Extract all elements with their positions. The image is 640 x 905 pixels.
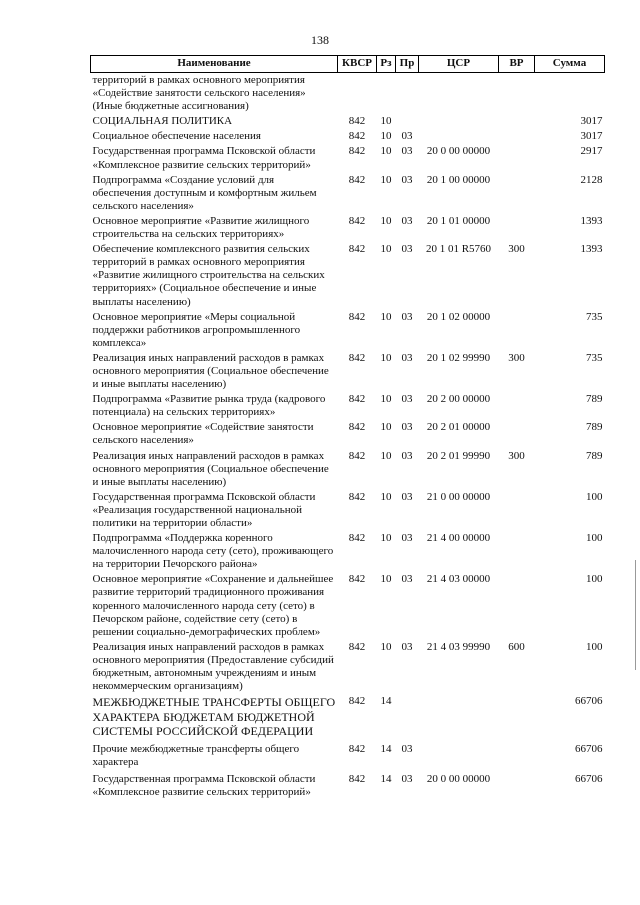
row-kvsr: 842 — [348, 214, 366, 227]
row-pr: 03 — [401, 145, 413, 158]
row-kvsr: 842 — [348, 532, 366, 545]
row-rz: 10 — [380, 214, 392, 227]
row-kvsr: 842 — [348, 173, 366, 186]
row-rz: 10 — [380, 173, 392, 186]
row-vr — [499, 392, 535, 420]
row-pr — [396, 73, 419, 115]
table-row — [91, 214, 605, 242]
header-pr: Пр — [396, 56, 419, 73]
row-sum: 2917 — [580, 145, 603, 158]
row-pr: 03 — [401, 742, 413, 755]
row-csr: 21 4 00 00000 — [426, 532, 491, 545]
row-sum: 66706 — [575, 772, 603, 785]
row-name: Реализация иных направлений расходов в рамках основного мероприятия (Предоставление субсидий бюджетным, автономным учреждениям и иным некоммерческим организациям) — [92, 640, 334, 693]
row-kvsr: 842 — [348, 640, 366, 653]
row-name: Реализация иных направлений расходов в рамках основного мероприятия (Социальное обеспечение и иные выплаты населению) — [92, 351, 329, 391]
row-name: Основное мероприятие «Развитие жилищного строительства на сельских территориях» — [92, 214, 310, 241]
row-name: Основное мероприятие «Меры социальной поддержки работников агропромышленного комплекса» — [92, 310, 301, 349]
row-name: Обеспечение комплексного развития сельских территорий в рамках основного мероприятия «Развитие жилищного строительства на сельских территориях» (Социальное обеспечение и иные выплаты населению) — [92, 243, 325, 308]
row-pr: 03 — [401, 772, 413, 785]
row-rz: 10 — [380, 490, 392, 503]
row-vr: 300 — [508, 243, 525, 256]
row-name: Подпрограмма «Создание условий для обеспечения доступным и комфортным жильем сельского населения» — [92, 173, 317, 212]
budget-table — [90, 55, 605, 800]
table-row — [91, 449, 605, 490]
row-vr — [499, 129, 535, 144]
row-rz: 10 — [380, 640, 392, 653]
table-row — [91, 694, 605, 740]
row-sum: 2128 — [580, 173, 603, 186]
row-pr: 03 — [401, 130, 413, 143]
table-row — [91, 144, 605, 172]
row-pr: 03 — [401, 490, 413, 503]
row-csr: 20 1 01 R5760 — [425, 243, 492, 256]
row-rz: 10 — [380, 573, 392, 586]
row-kvsr: 842 — [348, 310, 366, 323]
row-vr — [499, 173, 535, 214]
row-pr: 03 — [401, 573, 413, 586]
table-row — [91, 572, 605, 639]
row-vr — [499, 740, 535, 770]
header-name: Наименование — [91, 56, 338, 73]
row-sum: 100 — [586, 490, 603, 503]
row-kvsr: 842 — [348, 243, 366, 256]
row-rz: 10 — [380, 449, 392, 462]
row-sum: 1393 — [580, 243, 603, 256]
row-kvsr: 842 — [348, 772, 366, 785]
row-csr: 21 0 00 00000 — [426, 490, 491, 503]
row-rz: 10 — [380, 532, 392, 545]
table-row — [91, 114, 605, 129]
row-sum: 735 — [586, 310, 603, 323]
row-sum: 100 — [586, 532, 603, 545]
row-csr: 20 1 02 99990 — [426, 351, 491, 364]
row-rz: 14 — [380, 695, 392, 708]
row-csr: 21 4 03 00000 — [426, 573, 491, 586]
row-kvsr: 842 — [348, 130, 366, 143]
row-vr — [499, 73, 535, 115]
row-csr — [419, 740, 499, 770]
table-row — [91, 392, 605, 420]
row-vr — [499, 144, 535, 172]
row-vr — [499, 770, 535, 800]
table-row — [91, 73, 605, 115]
row-rz: 10 — [380, 243, 392, 256]
table-row — [91, 351, 605, 392]
row-vr: 300 — [508, 449, 525, 462]
table-row — [91, 740, 605, 770]
row-pr: 03 — [401, 449, 413, 462]
row-sum: 3017 — [580, 115, 603, 128]
row-csr — [419, 114, 499, 129]
row-pr: 03 — [401, 393, 413, 406]
row-rz: 10 — [380, 310, 392, 323]
row-vr — [499, 310, 535, 351]
table-row — [91, 420, 605, 448]
row-name: Подпрограмма «Поддержка коренного малочисленного народа сету (сето), проживающего на территории Печорского района» — [92, 532, 334, 571]
row-name: Государственная программа Псковской области «Комплексное развитие сельских территорий» — [92, 145, 316, 171]
row-rz: 10 — [380, 115, 392, 128]
row-pr: 03 — [401, 243, 413, 256]
row-kvsr: 842 — [348, 421, 366, 434]
row-sum: 789 — [586, 421, 603, 434]
row-name: территорий в рамках основного мероприятия «Содействие занятости сельского населения» (Иные бюджетные ассигнования) — [92, 74, 306, 113]
row-csr: 20 1 00 00000 — [426, 173, 491, 186]
table-row — [91, 770, 605, 800]
row-kvsr: 842 — [348, 145, 366, 158]
row-csr: 20 1 02 00000 — [426, 310, 491, 323]
row-name: Основное мероприятие «Содействие занятости сельского населения» — [92, 421, 314, 447]
row-kvsr: 842 — [348, 573, 366, 586]
row-vr: 300 — [508, 351, 525, 364]
row-name: СОЦИАЛЬНАЯ ПОЛИТИКА — [92, 115, 233, 128]
row-csr: 21 4 03 99990 — [426, 640, 491, 653]
row-sum: 789 — [586, 449, 603, 462]
table-row — [91, 129, 605, 144]
row-vr — [499, 572, 535, 639]
row-kvsr: 842 — [348, 351, 366, 364]
header-csr: ЦСР — [419, 56, 499, 73]
row-pr: 03 — [401, 532, 413, 545]
row-rz: 10 — [380, 421, 392, 434]
row-vr — [499, 531, 535, 572]
row-rz: 14 — [380, 772, 392, 785]
row-rz: 10 — [380, 393, 392, 406]
row-vr — [499, 420, 535, 448]
table-row — [91, 310, 605, 351]
row-csr — [419, 694, 499, 740]
row-rz: 10 — [380, 351, 392, 364]
row-kvsr: 842 — [348, 393, 366, 406]
row-name: Основное мероприятие «Сохранение и дальнейшее развитие территорий традиционного проживания коренного малочисленного народа сету (сето) в Печорском районе, содействие сету (сето) в решении социально-демографических проблем» — [92, 573, 334, 638]
table-row — [91, 242, 605, 309]
row-name: Реализация иных направлений расходов в рамках основного мероприятия (Социальное обеспечение и иные выплаты населению) — [92, 449, 329, 488]
header-sum: Сумма — [535, 56, 605, 73]
row-pr — [396, 694, 419, 740]
row-rz: 10 — [380, 145, 392, 158]
row-csr: 20 1 01 00000 — [426, 214, 491, 227]
row-pr: 03 — [401, 640, 413, 653]
table-row — [91, 640, 605, 694]
header-vr: ВР — [499, 56, 535, 73]
row-csr: 20 2 01 00000 — [426, 421, 491, 434]
row-kvsr: 842 — [348, 742, 366, 755]
row-kvsr: 842 — [348, 115, 366, 128]
row-name: Государственная программа Псковской области «Реализация государственной национальной политики на территории области» — [92, 490, 316, 529]
row-sum: 789 — [586, 393, 603, 406]
row-pr: 03 — [401, 351, 413, 364]
row-csr: 20 0 00 00000 — [426, 772, 491, 785]
row-sum: 3017 — [580, 130, 603, 143]
header-rz: Рз — [377, 56, 396, 73]
row-csr: 20 0 00 00000 — [426, 145, 491, 158]
row-name: МЕЖБЮДЖЕТНЫЕ ТРАНСФЕРТЫ ОБЩЕГО ХАРАКТЕРА БЮДЖЕТАМ БЮДЖЕТНОЙ СИСТЕМЫ РОССИЙСКОЙ ФЕДЕРАЦИИ — [92, 695, 336, 739]
row-vr — [499, 114, 535, 129]
row-rz: 10 — [380, 130, 392, 143]
row-sum: 735 — [586, 351, 603, 364]
row-sum: 66706 — [575, 742, 603, 755]
row-csr — [419, 129, 499, 144]
row-name: Прочие межбюджетные трансферты общего характера — [92, 742, 300, 768]
row-rz — [377, 73, 396, 115]
row-pr — [396, 114, 419, 129]
row-vr: 600 — [508, 640, 525, 653]
row-name: Государственная программа Псковской области «Комплексное развитие сельских территорий» — [92, 772, 316, 798]
row-kvsr — [338, 73, 377, 115]
header-kvsr: КВСР — [338, 56, 377, 73]
row-vr — [499, 694, 535, 740]
row-kvsr: 842 — [348, 449, 366, 462]
row-csr: 20 2 01 99990 — [426, 449, 491, 462]
row-sum: 66706 — [575, 695, 603, 708]
row-kvsr: 842 — [348, 695, 366, 708]
row-rz: 14 — [380, 742, 392, 755]
row-name: Социальное обеспечение населения — [92, 130, 261, 143]
row-pr: 03 — [401, 421, 413, 434]
row-pr: 03 — [401, 214, 413, 227]
row-csr: 20 2 00 00000 — [426, 393, 491, 406]
table-header-row — [91, 56, 605, 73]
row-pr: 03 — [401, 173, 413, 186]
row-pr: 03 — [401, 310, 413, 323]
row-name: Подпрограмма «Развитие рынка труда (кадрового потенциала) на сельских территориях» — [92, 393, 326, 419]
row-vr — [499, 490, 535, 531]
row-sum — [535, 73, 605, 115]
scan-edge-mark — [635, 560, 636, 670]
page-number: 138 — [311, 33, 329, 47]
table-row — [91, 490, 605, 531]
row-kvsr: 842 — [348, 490, 366, 503]
row-vr — [499, 214, 535, 242]
row-sum: 100 — [586, 573, 603, 586]
table-row — [91, 531, 605, 572]
row-sum: 1393 — [580, 214, 603, 227]
row-sum: 100 — [586, 640, 603, 653]
table-row — [91, 173, 605, 214]
row-csr — [419, 73, 499, 115]
